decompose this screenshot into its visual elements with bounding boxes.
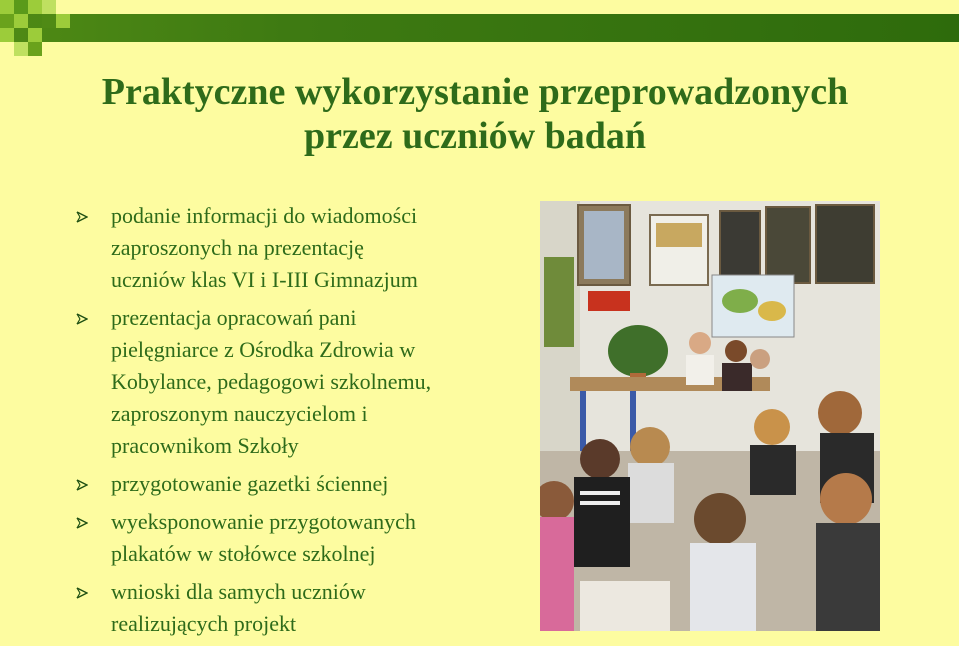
corner-squares-decoration bbox=[0, 0, 80, 58]
header-band bbox=[0, 14, 959, 42]
classroom-photo-image bbox=[540, 201, 880, 631]
bullet-line: prezentacja opracowań pani bbox=[111, 305, 357, 330]
bullet-line: zaproszonych na prezentację bbox=[111, 235, 364, 260]
title-line-1: Praktyczne wykorzystanie przeprowadzonych bbox=[101, 71, 849, 113]
bullet-item bbox=[76, 302, 531, 462]
classroom-photo bbox=[540, 201, 880, 631]
bullet-line: przygotowanie gazetki ściennej bbox=[111, 471, 389, 496]
bullet-item bbox=[76, 576, 531, 640]
bullet-item bbox=[76, 468, 531, 500]
bullet-line: uczniów klas VI i I-III Gimnazjum bbox=[111, 267, 418, 292]
title-line-2: przez uczniów badań bbox=[304, 115, 646, 157]
bullet-line: plakatów w stołówce szkolnej bbox=[111, 541, 376, 566]
bullet-line: wnioski dla samych uczniów bbox=[111, 579, 366, 604]
bullet-list bbox=[76, 200, 531, 646]
bullet-line: zaproszonym nauczycielom i bbox=[111, 401, 368, 426]
bullet-line: Kobylance, pedagogowi szkolnemu, bbox=[111, 369, 432, 394]
bullet-item bbox=[76, 506, 531, 570]
bullet-item bbox=[76, 200, 531, 296]
arrowhead-outline-icon bbox=[76, 211, 88, 223]
arrowhead-outline-icon bbox=[76, 313, 88, 325]
bullet-line: pracownikom Szkoły bbox=[111, 433, 299, 458]
arrowhead-outline-icon bbox=[76, 517, 88, 529]
bullet-line: realizujących projekt bbox=[111, 611, 297, 636]
bullet-line: pielęgniarce z Ośrodka Zdrowia w bbox=[111, 337, 416, 362]
slide-title bbox=[30, 70, 920, 158]
bullet-line: wyeksponowanie przygotowanych bbox=[111, 509, 416, 534]
arrowhead-outline-icon bbox=[76, 479, 88, 491]
bullet-line: podanie informacji do wiadomości bbox=[111, 203, 418, 228]
arrowhead-outline-icon bbox=[76, 587, 88, 599]
